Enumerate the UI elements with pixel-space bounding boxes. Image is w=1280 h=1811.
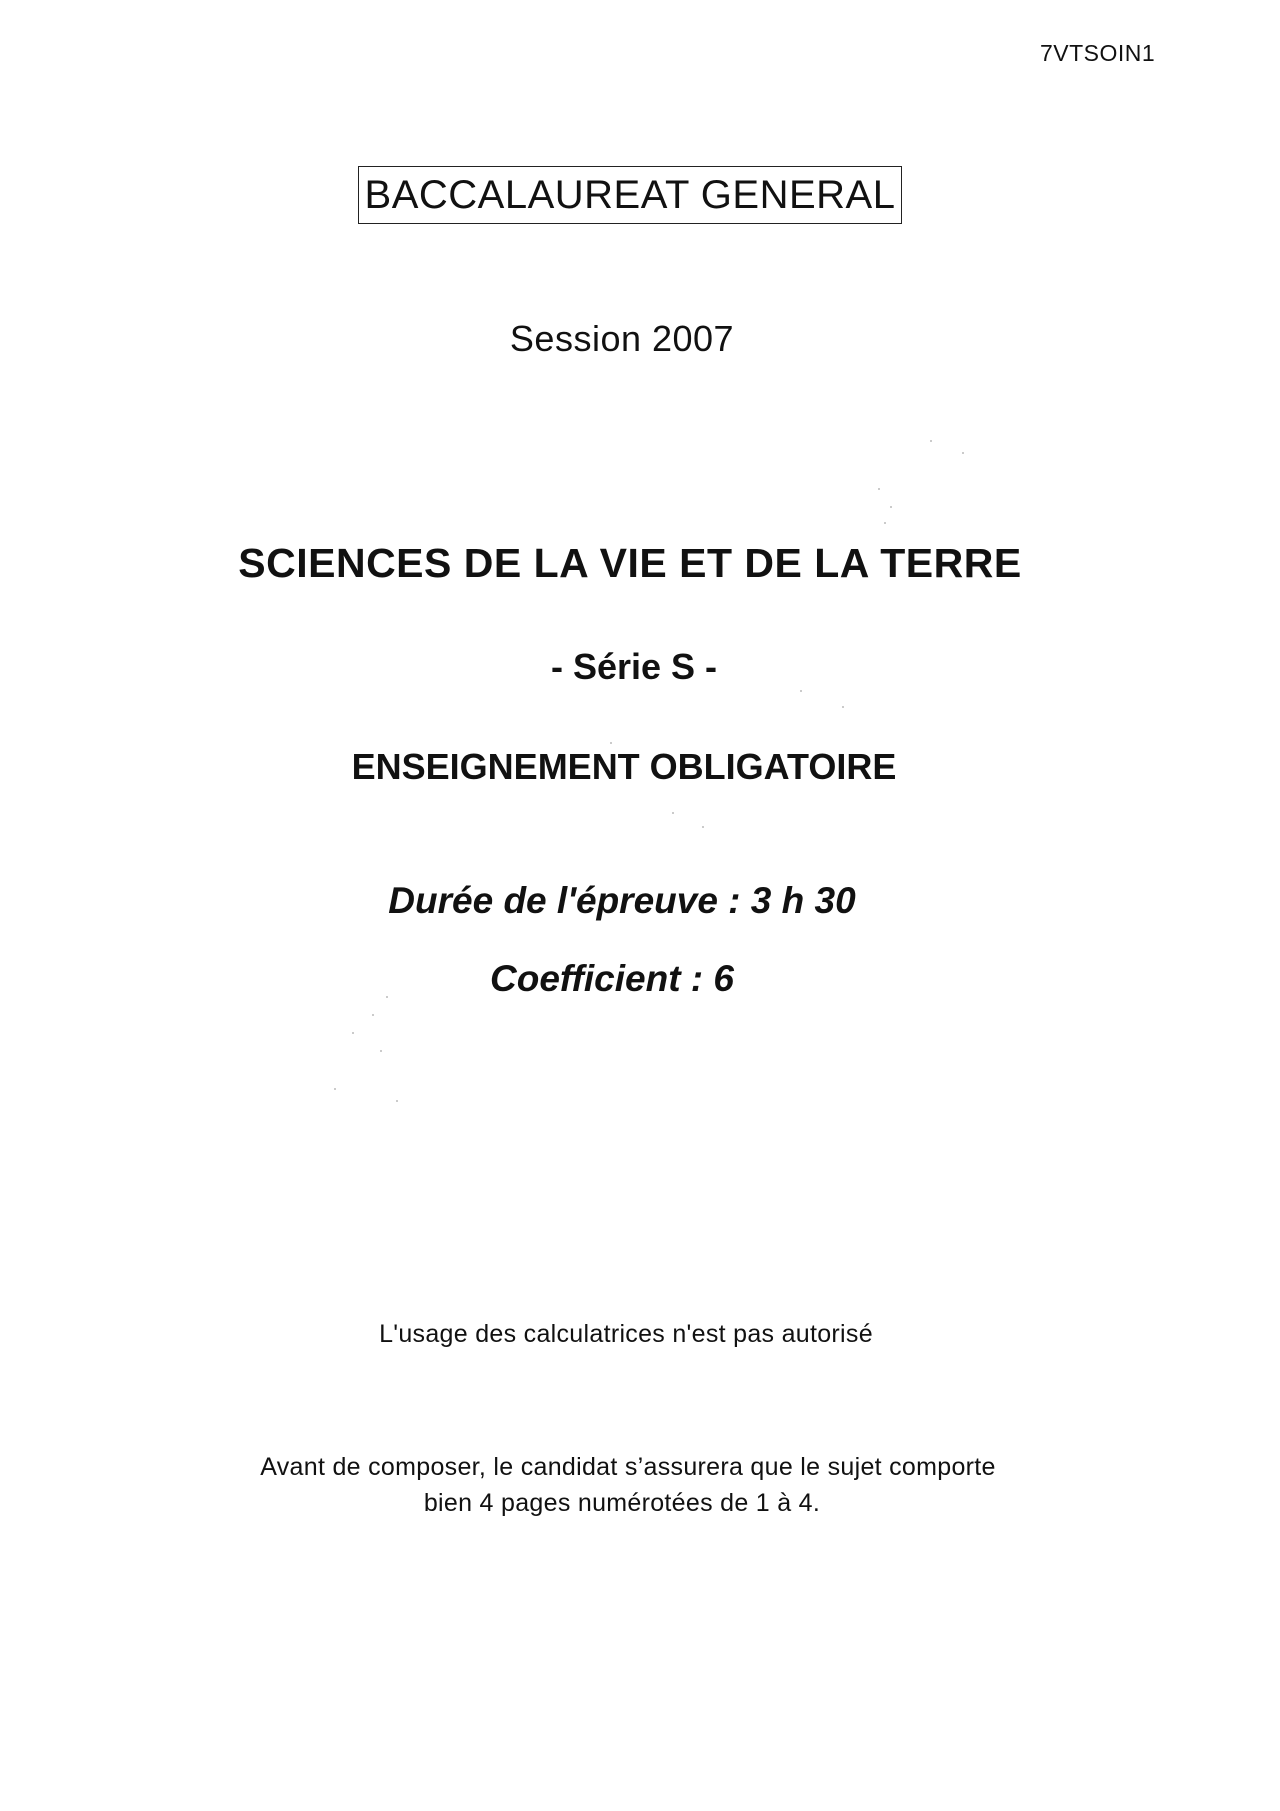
exam-title: BACCALAUREAT GENERAL — [358, 166, 903, 224]
document-code: 7VTSOIN1 — [1040, 40, 1156, 66]
exam-coefficient: Coefficient : 6 — [490, 958, 734, 999]
exam-duration: Durée de l'épreuve : 3 h 30 — [388, 880, 856, 921]
teaching-type: ENSEIGNEMENT OBLIGATOIRE — [351, 746, 897, 787]
calculator-notice: L'usage des calculatrices n'est pas autorisé — [379, 1320, 873, 1348]
instruction-line-1: Avant de composer, le candidat s’assurera que le sujet comporte — [260, 1453, 996, 1481]
series-label: - Série S - — [550, 646, 718, 687]
title-container — [0, 166, 1280, 224]
instruction-line-2: bien 4 pages numérotées de 1 à 4. — [423, 1489, 821, 1517]
subject-title: SCIENCES DE LA VIE ET DE LA TERRE — [238, 540, 1022, 586]
session-year: Session 2007 — [509, 318, 735, 359]
